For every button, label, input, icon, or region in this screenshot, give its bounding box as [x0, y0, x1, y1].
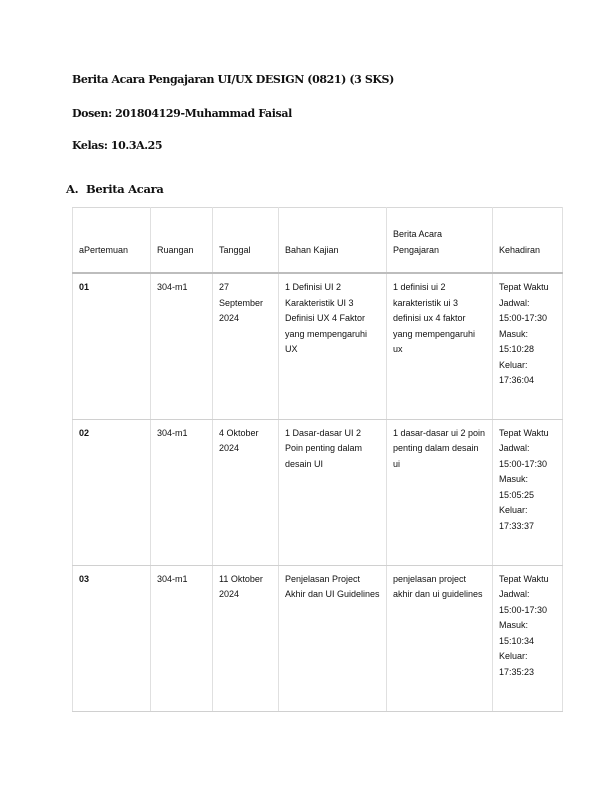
cell-date: 27 September 2024: [213, 273, 279, 419]
table-row: [73, 419, 563, 565]
cell-meeting: 01: [73, 273, 151, 419]
column-header-report: Berita Acara Pengajaran: [387, 208, 493, 274]
section-number: A.: [66, 182, 79, 196]
section-heading: [66, 182, 164, 196]
column-header-room: Ruangan: [151, 208, 213, 274]
class-line: Kelas: 10.3A.25: [72, 139, 163, 152]
cell-report: 1 definisi ui 2 karakteristik ui 3 definisi ux 4 faktor yang mempengaruhi ux: [387, 273, 493, 419]
column-header-attendance: Kehadiran: [493, 208, 563, 274]
column-header-meeting: aPertemuan: [73, 208, 151, 274]
cell-topic: 1 Definisi UI 2 Karakteristik UI 3 Definisi UX 4 Faktor yang mempengaruhi UX: [279, 273, 387, 419]
cell-meeting: 03: [73, 565, 151, 711]
cell-room: 304-m1: [151, 419, 213, 565]
cell-meeting: 02: [73, 419, 151, 565]
table-body: [73, 273, 563, 711]
cell-attendance: Tepat Waktu Jadwal: 15:00-17:30 Masuk: 15:05:25 Keluar: 17:33:37: [493, 419, 563, 565]
report-table: [72, 207, 563, 712]
column-header-topic: Bahan Kajian: [279, 208, 387, 274]
cell-report: 1 dasar-dasar ui 2 poin penting dalam desain ui: [387, 419, 493, 565]
cell-attendance: Tepat Waktu Jadwal: 15:00-17:30 Masuk: 15:10:28 Keluar: 17:36:04: [493, 273, 563, 419]
cell-date: 4 Oktober 2024: [213, 419, 279, 565]
table-header-row: [73, 208, 563, 274]
table-row: [73, 565, 563, 711]
document-title: Berita Acara Pengajaran UI/UX DESIGN (0821) (3 SKS): [72, 73, 394, 86]
section-title: Berita Acara: [86, 182, 164, 196]
cell-room: 304-m1: [151, 273, 213, 419]
column-header-date: Tanggal: [213, 208, 279, 274]
lecturer-line: Dosen: 201804129-Muhammad Faisal: [72, 107, 292, 120]
cell-attendance: Tepat Waktu Jadwal: 15:00-17:30 Masuk: 15:10:34 Keluar: 17:35:23: [493, 565, 563, 711]
table-header: [73, 208, 563, 274]
cell-topic: 1 Dasar-dasar UI 2 Poin penting dalam desain UI: [279, 419, 387, 565]
cell-report: penjelasan project akhir dan ui guidelines: [387, 565, 493, 711]
table-row: [73, 273, 563, 419]
cell-room: 304-m1: [151, 565, 213, 711]
cell-topic: Penjelasan Project Akhir dan UI Guidelines: [279, 565, 387, 711]
cell-date: 11 Oktober 2024: [213, 565, 279, 711]
